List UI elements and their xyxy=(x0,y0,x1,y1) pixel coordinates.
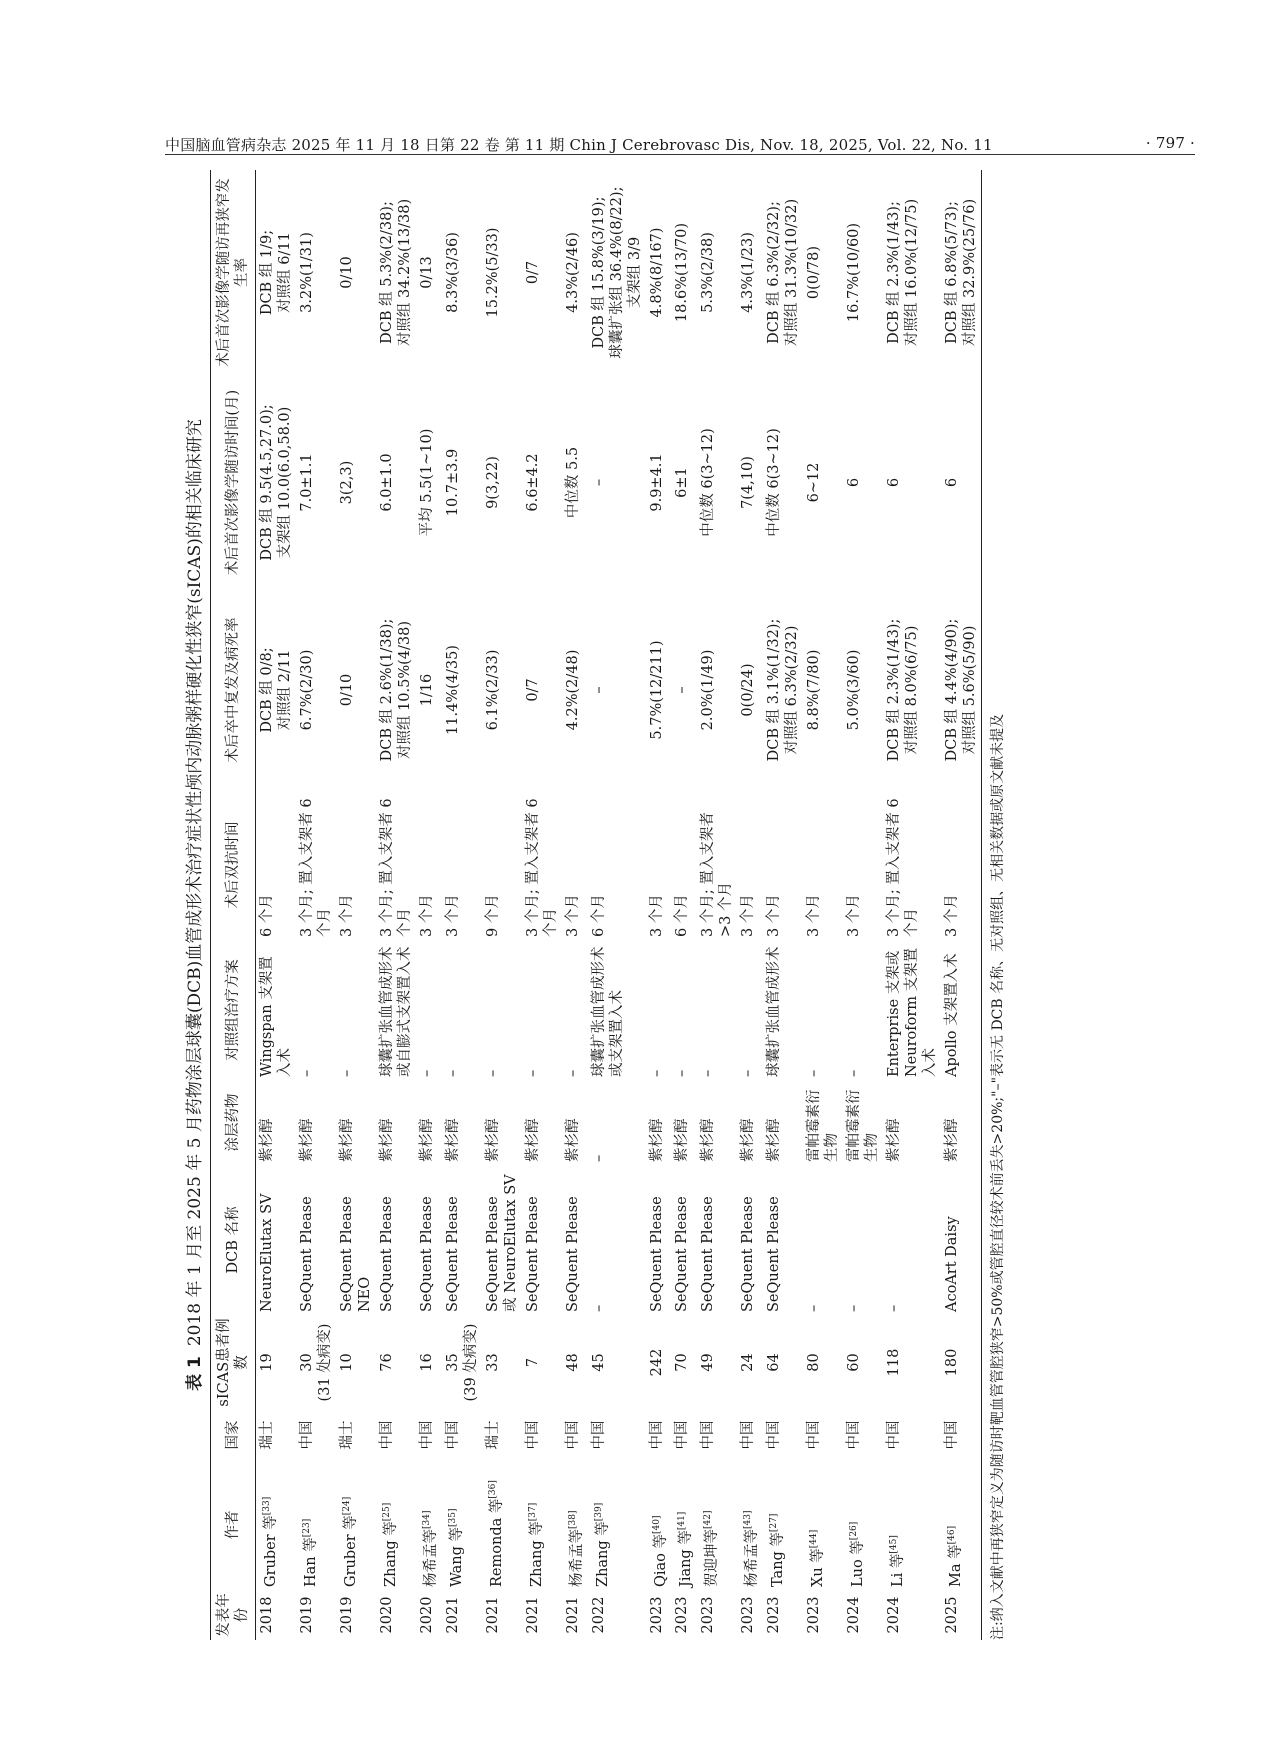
cell-fu: 6~12 xyxy=(806,462,823,503)
reference-marker: [24] xyxy=(342,1496,352,1516)
cell-author xyxy=(697,1460,737,1590)
author-name: 杨希孟等 xyxy=(422,1529,439,1587)
table-row xyxy=(442,170,482,1640)
cell-restenosis: DCB 组 2.3%(1/43); 对照组 16.0%(12/75) xyxy=(886,198,921,347)
cell-restenosis: DCB 组 6.3%(2/32); 对照组 31.3%(10/32) xyxy=(766,198,801,347)
cell-dapt: 3 个月 xyxy=(444,894,461,937)
cell-year: 2021 xyxy=(524,1596,541,1634)
cell-drug: – xyxy=(590,1154,607,1162)
cell-dcb: SeQuent Please xyxy=(379,1196,395,1312)
cell-fu: 6 xyxy=(941,375,982,590)
cell-dapt: 3 个月 xyxy=(846,894,863,937)
author-name: Xu 等 xyxy=(809,1548,826,1587)
cell-country: 中国 xyxy=(590,1420,607,1450)
cell-n: 45 xyxy=(590,1353,607,1372)
cell-stroke: 5.7%(12/211) xyxy=(648,640,665,740)
cell-stroke: 0(0/24) xyxy=(740,663,757,717)
cell-year: 2023 xyxy=(740,1596,757,1634)
cell-drug: 紫杉醇 xyxy=(941,1080,982,1165)
cell-control: 球囊扩张血管成形术或支架置入术 xyxy=(590,946,625,1077)
cell-country: 中国 xyxy=(941,1410,982,1460)
cell-author xyxy=(416,1460,442,1590)
cell-n: 30 (31 处病变) xyxy=(299,1323,333,1402)
table-body xyxy=(256,170,982,1640)
author-name: Wang 等 xyxy=(448,1526,465,1587)
cell-stroke: 11.4%(4/35) xyxy=(444,645,461,735)
cell-n: 64 xyxy=(766,1353,783,1372)
cell-stroke: DCB 组 2.6%(1/38); 对照组 10.5%(4/38) xyxy=(379,618,413,762)
cell-country: 中国 xyxy=(886,1420,903,1450)
cell-dapt: 3 个月 xyxy=(740,894,757,937)
cell-country: 中国 xyxy=(806,1420,823,1450)
author-name: Zhang 等 xyxy=(594,1521,611,1587)
cell-author xyxy=(562,1460,588,1590)
cell-author xyxy=(522,1460,562,1590)
table-title: 2018 年 1 月至 2025 年 5 月药物涂层球囊(DCB)血管成形术治疗症状性颅内动脉粥样硬化性狭窄(sICAS)的相关临床研究 xyxy=(185,419,205,1347)
cell-restenosis: 18.6%(13/70) xyxy=(674,222,691,323)
cell-control: – xyxy=(444,1069,461,1077)
cell-stroke: 2.0%(1/49) xyxy=(700,649,717,731)
cell-stroke: DCB 组 3.1%(1/32); 对照组 6.3%(2/32) xyxy=(766,618,801,762)
author-name: Li 等 xyxy=(889,1553,906,1587)
cell-dcb: SeQuent Please xyxy=(766,1196,783,1312)
cell-dcb: SeQuent Please xyxy=(299,1196,315,1312)
table-row xyxy=(941,170,982,1640)
cell-restenosis: 5.3%(2/38) xyxy=(700,232,717,313)
cell-dapt: 3 个月 xyxy=(941,790,982,940)
cell-restenosis: 15.2%(5/33) xyxy=(484,227,501,318)
cell-fu: 平均 5.5(1~10) xyxy=(419,428,435,537)
cell-drug: 紫杉醇 xyxy=(564,1118,581,1162)
cell-author xyxy=(941,1460,982,1590)
cell-author xyxy=(671,1460,697,1590)
cell-stroke: 1/16 xyxy=(419,673,435,707)
cell-restenosis: 0(0/78) xyxy=(806,245,823,300)
cell-n: 49 xyxy=(700,1353,717,1372)
cell-drug: 雷帕霉素衍生物 xyxy=(846,1089,881,1162)
cell-country: 中国 xyxy=(766,1420,783,1450)
table-note: 注:纳入文献中再狭窄定义为随访时靶血管管腔狭窄>50%或管腔直径较术前丢失>20%;"–"表示无 DCB 名称、无对照组、无相关数据或原文献未提及 xyxy=(990,713,1007,1640)
running-head xyxy=(165,132,1195,156)
cell-author xyxy=(883,1460,941,1590)
cell-n: 48 xyxy=(564,1353,581,1372)
cell-dcb: – xyxy=(886,1304,903,1312)
reference-marker: [26] xyxy=(849,1521,860,1541)
column-header: 术后首次影像学随访时间(月) xyxy=(211,375,256,590)
cell-year: 2022 xyxy=(590,1596,607,1634)
table-header-row xyxy=(211,170,256,1640)
cell-control: 球囊扩张血管成形术或自膨式支架置入术 xyxy=(379,946,413,1077)
cell-stroke: DCB 组 4.4%(4/90); 对照组 5.6%(5/90) xyxy=(941,590,982,790)
cell-dcb: SeQuent Please xyxy=(700,1196,717,1312)
column-header: 对照组治疗方案 xyxy=(211,940,256,1080)
cell-drug: 紫杉醇 xyxy=(339,1118,355,1162)
cell-n: 33 xyxy=(484,1353,501,1372)
table-row xyxy=(376,170,416,1640)
cell-dcb: SeQuent Please xyxy=(648,1196,665,1312)
cell-country: 中国 xyxy=(648,1420,665,1450)
cell-dapt: 3 个月; 置入支架者 6 个月 xyxy=(524,798,559,937)
reference-marker: [37] xyxy=(527,1502,538,1522)
cell-n: 19 xyxy=(259,1353,275,1372)
table-row xyxy=(416,170,442,1640)
cell-stroke: 4.2%(2/48) xyxy=(564,649,581,731)
author-name: Gruber 等 xyxy=(262,1515,279,1587)
column-header: 涂层药物 xyxy=(211,1080,256,1165)
cell-n: 118 xyxy=(886,1348,903,1377)
reference-marker: [25] xyxy=(382,1502,392,1522)
cell-stroke: – xyxy=(590,686,607,694)
cell-fu: 中位数 5.5 xyxy=(564,446,581,519)
cell-restenosis: DCB 组 5.3%(2/38); 对照组 34.2%(13/38) xyxy=(379,198,413,347)
cell-stroke: 0/10 xyxy=(339,673,355,707)
cell-drug: 紫杉醇 xyxy=(419,1118,435,1162)
cell-stroke: DCB 组 2.3%(1/43); 对照组 8.0%(6/75) xyxy=(886,618,921,762)
header-rule xyxy=(165,154,1195,155)
table-row xyxy=(671,170,697,1640)
cell-country: 中国 xyxy=(846,1420,863,1450)
cell-drug: 紫杉醇 xyxy=(674,1118,691,1162)
cell-author xyxy=(843,1460,883,1590)
cell-dapt: 3 个月 xyxy=(806,894,823,937)
column-header: 发表年份 xyxy=(211,1590,256,1640)
cell-author xyxy=(646,1460,672,1590)
cell-stroke: 0/7 xyxy=(524,678,541,702)
author-name: 杨希孟等 xyxy=(568,1529,585,1587)
cell-fu: DCB 组 9.5(4.5,27.0); 支架组 10.0(6.0,58.0) xyxy=(259,404,293,561)
cell-country: 瑞士 xyxy=(339,1420,355,1450)
cell-dcb: SeQuent Please xyxy=(740,1196,757,1312)
cell-country: 中国 xyxy=(700,1420,717,1450)
author-name: 杨希孟等 xyxy=(744,1529,761,1587)
cell-control: 球囊扩张血管成形术 xyxy=(766,946,783,1077)
cell-country: 中国 xyxy=(299,1420,315,1450)
cell-author xyxy=(376,1460,416,1590)
cell-drug: 紫杉醇 xyxy=(484,1118,501,1162)
reference-marker: [43] xyxy=(743,1510,754,1529)
table-row xyxy=(336,170,376,1640)
table-row xyxy=(562,170,588,1640)
cell-year: 2025 xyxy=(941,1590,982,1640)
cell-control: – xyxy=(740,1069,757,1077)
cell-control: – xyxy=(806,1069,823,1077)
cell-year: 2023 xyxy=(700,1596,717,1634)
rotated-table-block xyxy=(180,170,1180,1640)
table-row xyxy=(737,170,763,1640)
table-row xyxy=(646,170,672,1640)
cell-n: 242 xyxy=(648,1348,665,1377)
cell-dapt: 3 个月; 置入支架者 6 个月 xyxy=(886,798,921,937)
cell-stroke: – xyxy=(674,686,691,694)
reference-marker: [45] xyxy=(889,1535,900,1554)
cell-dapt: 3 个月 xyxy=(564,894,581,937)
cell-restenosis: 8.3%(3/36) xyxy=(444,232,461,313)
cell-drug: 紫杉醇 xyxy=(766,1118,783,1162)
cell-year: 2018 xyxy=(259,1596,275,1634)
cell-n: 24 xyxy=(740,1353,757,1372)
cell-n: 35 (39 处病变) xyxy=(444,1323,479,1402)
cell-country: 中国 xyxy=(444,1420,461,1450)
cell-control: – xyxy=(700,1069,717,1077)
cell-dcb: NeuroElutax SV xyxy=(259,1193,275,1312)
table-caption xyxy=(180,170,210,1640)
cell-control: – xyxy=(524,1069,541,1077)
cell-fu: 中位数 6(3~12) xyxy=(766,428,783,537)
cell-restenosis: 4.3%(1/23) xyxy=(740,232,757,313)
reference-marker: [42] xyxy=(703,1510,714,1529)
cell-year: 2023 xyxy=(806,1596,823,1634)
cell-restenosis: 3.2%(1/31) xyxy=(299,232,315,313)
data-table xyxy=(210,170,982,1640)
column-header: DCB 名称 xyxy=(211,1165,256,1315)
table-row xyxy=(482,170,522,1640)
column-header: 术后卒中复发及病死率 xyxy=(211,590,256,790)
cell-year: 2023 xyxy=(766,1596,783,1634)
cell-control: – xyxy=(846,1069,863,1077)
reference-marker: [33] xyxy=(262,1496,272,1516)
cell-country: 中国 xyxy=(564,1420,581,1450)
cell-stroke: 6.7%(2/30) xyxy=(299,649,315,731)
cell-dapt: 3 个月 xyxy=(648,894,665,937)
cell-fu: 6 xyxy=(886,477,903,488)
cell-n: 76 xyxy=(379,1353,395,1372)
cell-drug: 紫杉醇 xyxy=(700,1118,717,1162)
cell-author xyxy=(737,1460,763,1590)
author-name: Zhang 等 xyxy=(528,1521,545,1587)
cell-drug: 紫杉醇 xyxy=(740,1118,757,1162)
cell-fu: 6.0±1.0 xyxy=(379,453,395,512)
cell-year: 2020 xyxy=(379,1596,395,1634)
cell-stroke: DCB 组 0/8; 对照组 2/11 xyxy=(259,647,293,733)
cell-dapt: 6 个月 xyxy=(259,894,275,937)
cell-author xyxy=(588,1460,646,1590)
cell-drug: 紫杉醇 xyxy=(524,1118,541,1162)
author-name: Gruber 等 xyxy=(342,1515,359,1587)
cell-dcb: SeQuent Please xyxy=(564,1196,581,1312)
author-name: Remonda 等 xyxy=(488,1498,505,1587)
cell-control: – xyxy=(564,1069,581,1077)
cell-year: 2019 xyxy=(299,1596,315,1634)
table-row xyxy=(296,170,336,1640)
cell-control: – xyxy=(339,1069,355,1077)
cell-fu: 9.9±4.1 xyxy=(648,453,665,512)
table-label: 表 1 xyxy=(185,1356,205,1391)
cell-author xyxy=(482,1460,522,1590)
cell-drug: 紫杉醇 xyxy=(444,1118,461,1162)
cell-dcb: – xyxy=(590,1304,607,1312)
reference-marker: [27] xyxy=(769,1513,780,1533)
cell-control: – xyxy=(648,1069,665,1077)
cell-control: – xyxy=(484,1069,501,1077)
reference-marker: [38] xyxy=(567,1510,578,1529)
cell-fu: 9(3,22) xyxy=(484,456,501,509)
cell-fu: 中位数 6(3~12) xyxy=(700,428,717,537)
cell-drug: 紫杉醇 xyxy=(379,1118,395,1162)
cell-fu: 3(2,3) xyxy=(339,460,355,505)
reference-marker: [36] xyxy=(487,1480,498,1499)
cell-n: 180 xyxy=(941,1315,982,1410)
cell-author xyxy=(256,1460,297,1590)
cell-year: 2024 xyxy=(886,1596,903,1634)
column-header: 作者 xyxy=(211,1460,256,1590)
cell-dcb: SeQuent Please xyxy=(419,1196,435,1312)
cell-fu: 7(4,10) xyxy=(740,456,757,509)
table-row xyxy=(588,170,646,1640)
cell-dcb: SeQuent Please xyxy=(444,1196,461,1312)
cell-n: 80 xyxy=(806,1353,823,1372)
column-header: 国家 xyxy=(211,1410,256,1460)
author-name: Luo 等 xyxy=(849,1540,866,1587)
author-name: Jiang 等 xyxy=(678,1530,695,1587)
table-row xyxy=(763,170,803,1640)
cell-country: 中国 xyxy=(674,1420,691,1450)
cell-author xyxy=(442,1460,482,1590)
cell-dapt: 9 个月 xyxy=(484,894,501,937)
cell-dcb: AcoArt Daisy xyxy=(941,1165,982,1315)
cell-dapt: 3 个月 xyxy=(339,894,355,937)
cell-drug: 雷帕霉素衍生物 xyxy=(806,1089,841,1162)
cell-year: 2023 xyxy=(648,1596,665,1634)
journal-citation: 中国脑血管病杂志 2025 年 11 月 18 日第 22 卷 第 11 期 Chin J Cerebrovasc Dis, Nov. 18, 2025, Vol. 22, No. 11 xyxy=(165,136,993,154)
reference-marker: [40] xyxy=(651,1515,662,1534)
reference-marker: [35] xyxy=(447,1508,458,1527)
column-header: 术后首次影像学随访再狭窄发生率 xyxy=(211,170,256,375)
page-number: · 797 · xyxy=(1145,134,1195,152)
reference-marker: [46] xyxy=(947,1525,958,1545)
author-name: Ma 等 xyxy=(947,1544,964,1587)
cell-author xyxy=(803,1460,843,1590)
cell-n: 70 xyxy=(674,1353,691,1372)
cell-country: 中国 xyxy=(419,1420,435,1450)
cell-dcb: SeQuent Please xyxy=(674,1196,691,1312)
cell-restenosis: 0/7 xyxy=(524,260,541,285)
author-name: Tang 等 xyxy=(769,1532,786,1587)
cell-drug: 紫杉醇 xyxy=(299,1118,315,1162)
cell-drug: 紫杉醇 xyxy=(259,1118,275,1162)
cell-fu: 10.7±3.9 xyxy=(444,448,461,517)
cell-stroke: 6.1%(2/33) xyxy=(484,649,501,731)
cell-year: 2021 xyxy=(444,1596,461,1634)
cell-stroke: 8.8%(7/80) xyxy=(806,649,823,731)
cell-year: 2024 xyxy=(846,1596,863,1634)
cell-restenosis: 4.3%(2/46) xyxy=(564,232,581,313)
table-row xyxy=(843,170,883,1640)
cell-dapt: 3 个月; 置入支架者 6 个月 xyxy=(299,798,333,937)
author-name: Zhang 等 xyxy=(382,1521,399,1587)
cell-control: – xyxy=(419,1069,435,1077)
cell-restenosis: 0/10 xyxy=(339,256,355,289)
cell-author xyxy=(336,1460,376,1590)
cell-n: 10 xyxy=(339,1353,355,1372)
cell-fu: 6.6±4.2 xyxy=(524,453,541,512)
cell-dapt: 6 个月 xyxy=(674,894,691,937)
cell-control: Enterprise 支架或 Neuroform 支架置入术 xyxy=(886,947,939,1077)
cell-control: – xyxy=(299,1069,315,1077)
cell-restenosis: 4.8%(8/167) xyxy=(648,227,665,318)
cell-control: Wingspan 支架置入术 xyxy=(259,956,293,1077)
cell-drug: 紫杉醇 xyxy=(886,1118,903,1162)
cell-restenosis: DCB 组 6.8%(5/73); 对照组 32.9%(25/76) xyxy=(941,170,982,375)
cell-dcb: SeQuent Please xyxy=(524,1196,541,1312)
reference-marker: [34] xyxy=(422,1510,432,1529)
author-name: Qiao 等 xyxy=(652,1533,669,1587)
cell-author xyxy=(296,1460,336,1590)
cell-control: Apollo 支架置入术 xyxy=(941,940,982,1080)
cell-dapt: 3 个月 xyxy=(419,894,435,937)
cell-year: 2023 xyxy=(674,1596,691,1634)
cell-restenosis: 16.7%(10/60) xyxy=(846,222,863,323)
cell-dapt: 6 个月 xyxy=(590,894,607,937)
cell-year: 2020 xyxy=(419,1596,435,1634)
table-row xyxy=(256,170,297,1640)
reference-marker: [23] xyxy=(302,1518,312,1538)
reference-marker: [44] xyxy=(809,1529,820,1549)
cell-restenosis: DCB 组 1/9; 对照组 6/11 xyxy=(259,229,293,316)
cell-fu: – xyxy=(590,478,607,487)
cell-dapt: 3 个月 xyxy=(766,894,783,937)
cell-year: 2019 xyxy=(339,1596,355,1634)
table-row xyxy=(697,170,737,1640)
cell-dapt: 3 个月; 置入支架者 6 个月 xyxy=(379,798,413,937)
cell-control: – xyxy=(674,1069,691,1077)
cell-dcb: SeQuent Please 或 NeuroElutax SV xyxy=(484,1174,519,1312)
reference-marker: [39] xyxy=(593,1502,604,1522)
cell-fu: 6±1 xyxy=(674,467,691,498)
cell-country: 瑞士 xyxy=(484,1420,501,1450)
cell-restenosis: DCB 组 15.8%(3/19); 球囊扩张组 36.4%(8/22); 支架组 3/9 xyxy=(590,186,643,359)
cell-year: 2021 xyxy=(484,1596,501,1634)
table-row xyxy=(883,170,941,1640)
cell-restenosis: 0/13 xyxy=(419,256,435,289)
author-name: 贺迎坤等 xyxy=(704,1529,721,1587)
cell-fu: 6 xyxy=(846,477,863,488)
cell-n: 7 xyxy=(524,1357,541,1368)
cell-dcb: – xyxy=(806,1304,823,1312)
author-name: Han 等 xyxy=(302,1537,319,1587)
cell-n: 60 xyxy=(846,1353,863,1372)
cell-fu: 7.0±1.1 xyxy=(299,453,315,512)
cell-dapt: 3 个月; 置入支架者>3 个月 xyxy=(700,812,735,937)
cell-country: 中国 xyxy=(740,1420,757,1450)
cell-n: 16 xyxy=(419,1353,435,1372)
table-row xyxy=(522,170,562,1640)
column-header: 术后双抗时间 xyxy=(211,790,256,940)
table-row xyxy=(803,170,843,1640)
cell-year: 2021 xyxy=(564,1596,581,1634)
cell-dcb: SeQuent Please NEO xyxy=(339,1196,373,1312)
cell-stroke: 5.0%(3/60) xyxy=(846,649,863,731)
cell-country: 中国 xyxy=(379,1420,395,1450)
reference-marker: [41] xyxy=(677,1511,688,1531)
cell-country: 瑞士 xyxy=(259,1420,275,1450)
cell-country: 中国 xyxy=(524,1420,541,1450)
cell-drug: 紫杉醇 xyxy=(648,1118,665,1162)
column-header: sICAS患者例数 xyxy=(211,1315,256,1410)
cell-dcb: – xyxy=(846,1304,863,1312)
cell-author xyxy=(763,1460,803,1590)
